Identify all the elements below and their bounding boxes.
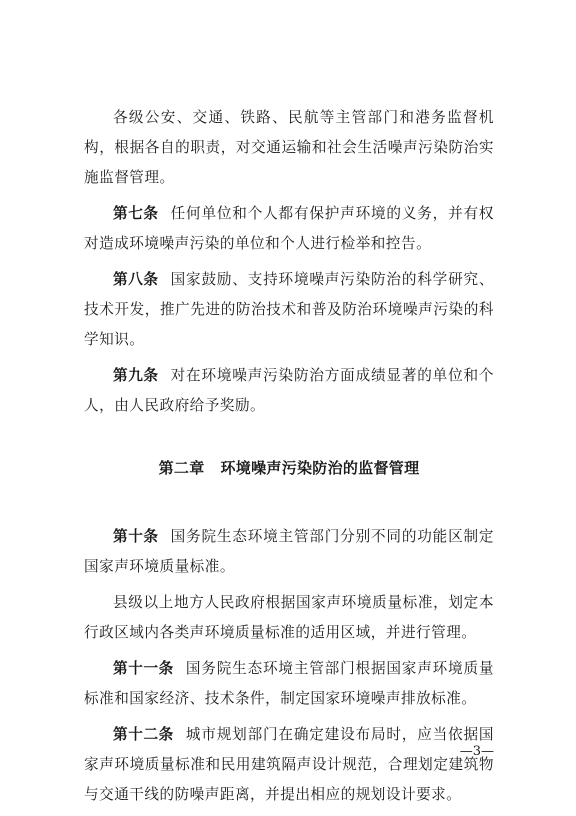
chapter-heading — [84, 457, 494, 479]
article-text: 任何单位和个人都有保护声环境的义务，并有权对造成环境噪声污染的单位和个人进行检举和控告。 — [84, 205, 494, 252]
article-label: 第九条 — [113, 367, 159, 384]
chapter-title: 环境噪声污染防治的监督管理 — [220, 459, 420, 477]
article-text: 对在环境噪声污染防治方面成绩显著的单位和个人，由人民政府给予奖励。 — [84, 367, 494, 414]
article-12 — [84, 720, 494, 810]
paragraph-text: 县级以上地方人民政府根据国家声环境质量标准，划定本行政区域内各类声环境质量标准的适用区域，并进行管理。 — [84, 594, 494, 641]
article-7 — [84, 199, 494, 259]
article-10 — [84, 522, 494, 582]
article-9 — [84, 361, 494, 421]
article-text: 国务院生态环境主管部门分别不同的功能区制定国家声环境质量标准。 — [84, 528, 494, 575]
article-label: 第十二条 — [113, 726, 174, 743]
article-label: 第七条 — [113, 205, 159, 222]
article-text: 城市规划部门在确定建设布局时，应当依据国家声环境质量标准和民用建筑隔声设计规范，合理划定建筑物与交通干线的防噪声距离，并提出相应的规划设计要求。 — [84, 726, 494, 803]
article-11 — [84, 654, 494, 714]
paragraph-text: 各级公安、交通、铁路、民航等主管部门和港务监督机构，根据各自的职责，对交通运输和社会生活噪声污染防治实施监督管理。 — [84, 109, 494, 186]
page-content — [84, 103, 494, 816]
paragraph-local-government — [84, 588, 494, 648]
article-label: 第八条 — [113, 271, 159, 288]
article-8 — [84, 265, 494, 355]
page-number: —3— — [459, 744, 494, 759]
chapter-number: 第二章 — [158, 459, 205, 477]
article-label: 第十条 — [113, 528, 159, 545]
article-text: 国家鼓励、支持环境噪声污染防治的科学研究、技术开发，推广先进的防治技术和普及防治环境噪声污染的科学知识。 — [84, 271, 494, 348]
paragraph-supervision-agencies — [84, 103, 494, 193]
article-label: 第十一条 — [113, 660, 174, 677]
article-text: 国务院生态环境主管部门根据国家声环境质量标准和国家经济、技术条件，制定国家环境噪声排放标准。 — [84, 660, 494, 707]
